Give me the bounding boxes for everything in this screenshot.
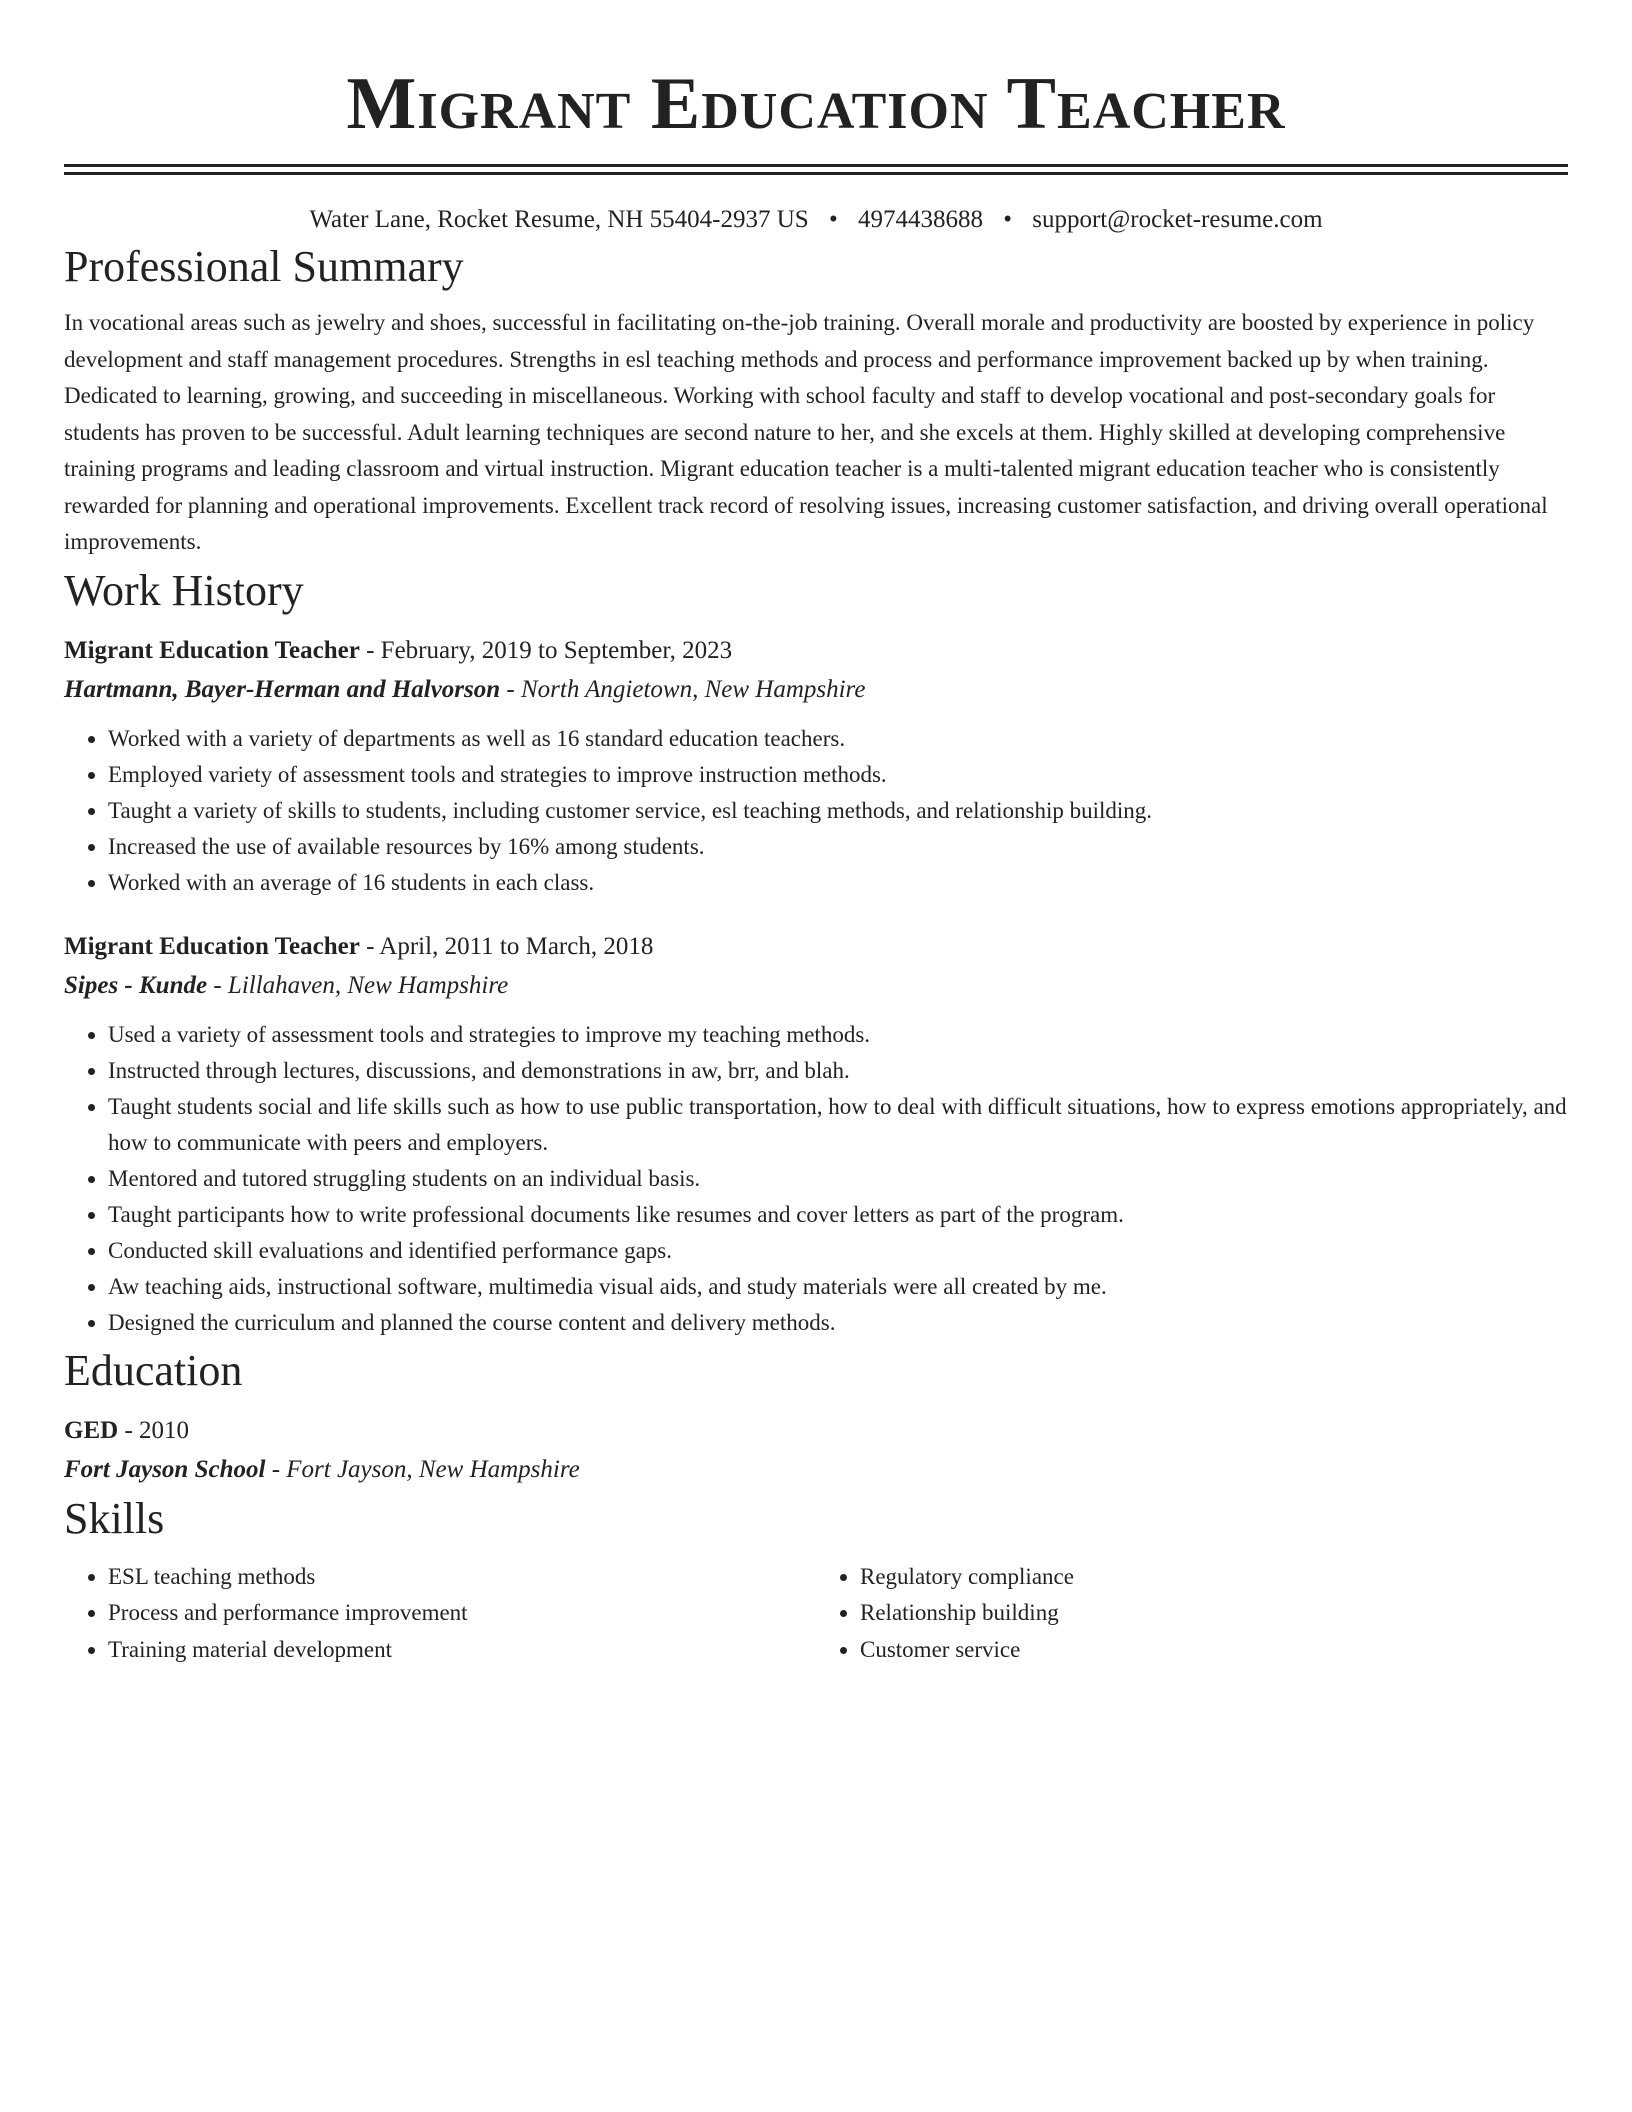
job-dates: February, 2019 to September, 2023 xyxy=(380,636,733,664)
education-heading: Education xyxy=(64,1345,243,1395)
dash: - xyxy=(265,1455,287,1483)
employer-name: Sipes - Kunde xyxy=(64,971,208,999)
contact-line xyxy=(64,203,1568,237)
skills-column-left xyxy=(64,1559,816,1669)
list-item: • ESL teaching methods xyxy=(108,1559,816,1596)
school-location: Fort Jayson, New Hampshire xyxy=(286,1455,580,1483)
graduation-year: 2010 xyxy=(139,1416,190,1444)
work-history-heading: Work History xyxy=(64,565,304,615)
job-title-line xyxy=(64,927,1568,967)
skills-heading: Skills xyxy=(64,1493,165,1543)
contact-address: Water Lane, Rocket Resume, NH 55404-2937 US xyxy=(309,206,809,233)
employer-location: North Angietown, New Hampshire xyxy=(521,675,866,703)
education-entry xyxy=(64,1411,1568,1489)
employer-line xyxy=(64,967,1568,1005)
contact-separator: • xyxy=(828,206,838,233)
degree-line xyxy=(64,1411,1568,1451)
list-item: • Taught participants how to write professional documents like resumes and cover letters as part of the program. xyxy=(108,1197,1568,1233)
employer-name: Hartmann, Bayer-Herman and Halvorson xyxy=(64,675,501,703)
title-divider xyxy=(64,164,1568,175)
list-item: • Worked with an average of 16 students in each class. xyxy=(108,865,1568,901)
list-item: • Regulatory compliance xyxy=(860,1559,1568,1596)
contact-separator: • xyxy=(1003,206,1012,233)
degree: GED xyxy=(64,1416,119,1444)
dash: - xyxy=(207,971,228,999)
list-item: • Conducted skill evaluations and identified performance gaps. xyxy=(108,1233,1568,1269)
job-title-line xyxy=(64,631,1568,671)
list-item: • Employed variety of assessment tools and strategies to improve instruction methods. xyxy=(108,757,1568,793)
summary-text: In vocational areas such as jewelry and shoes, successful in facilitating on-the-job training. Overall morale and productivity are boosted by experience in policy development and staff management procedures. Strengths in esl teaching methods and process and performance improvement backed up by when training. Dedicated to learning, growing, and succeeding in miscellaneous. Working with school faculty and staff to develop vocational and post-secondary goals for students has proven to be successful. Adult learning techniques are second nature to her, and she excels at them. Highly skilled at developing comprehensive training programs and leading classroom and virtual instruction. Migrant education teacher is a multi-talented migrant education teacher who is consistently rewarded for planning and operational improvements. Excellent track record of resolving issues, increasing customer satisfaction, and driving overall operational improvements. xyxy=(64,310,1548,554)
job-title: Migrant Education Teacher xyxy=(64,636,360,664)
list-item: • Process and performance improvement xyxy=(108,1595,816,1632)
school-name: Fort Jayson School xyxy=(64,1455,266,1483)
list-item: • Customer service xyxy=(860,1632,1568,1669)
dash: - xyxy=(359,636,381,664)
list-item: • Taught students social and life skills such as how to use public transportation, how to deal with difficult situations, how to express emotions appropriately, and how to communicate with peers and employers. xyxy=(108,1089,1568,1161)
list-item: • Instructed through lectures, discussions, and demonstrations in aw, brr, and blah. xyxy=(108,1053,1568,1089)
job-bullets xyxy=(64,1017,1568,1341)
list-item: • Increased the use of available resources by 16% among students. xyxy=(108,829,1568,865)
employer-location: Lillahaven, New Hampshire xyxy=(227,971,509,999)
resume-title: Migrant Education Teacher xyxy=(346,63,1286,145)
skills-column-right xyxy=(816,1559,1568,1669)
school-line xyxy=(64,1451,1568,1489)
list-item: • Training material development xyxy=(108,1632,816,1669)
list-item: • Used a variety of assessment tools and strategies to improve my teaching methods. xyxy=(108,1017,1568,1053)
employer-line xyxy=(64,671,1568,709)
list-item: • Taught a variety of skills to students, including customer service, esl teaching methods, and relationship building. xyxy=(108,793,1568,829)
skills-list xyxy=(64,1559,1568,1669)
list-item: • Mentored and tutored struggling students on an individual basis. xyxy=(108,1161,1568,1197)
list-item: • Aw teaching aids, instructional software, multimedia visual aids, and study materials were all created by me. xyxy=(108,1269,1568,1305)
contact-email: support@rocket-resume.com xyxy=(1032,206,1323,233)
job-entry xyxy=(64,927,1568,1341)
list-item: • Relationship building xyxy=(860,1595,1568,1632)
job-entry xyxy=(64,631,1568,901)
list-item: • Designed the curriculum and planned the course content and delivery methods. xyxy=(108,1305,1568,1341)
list-item: • Worked with a variety of departments as well as 16 standard education teachers. xyxy=(108,721,1568,757)
contact-phone: 4974438688 xyxy=(857,206,983,233)
dash: - xyxy=(500,675,521,703)
job-bullets xyxy=(64,721,1568,901)
job-dates: April, 2011 to March, 2018 xyxy=(379,932,654,960)
dash: - xyxy=(359,932,380,960)
job-title: Migrant Education Teacher xyxy=(64,932,360,960)
summary-heading: Professional Summary xyxy=(64,242,464,291)
dash: - xyxy=(118,1416,140,1444)
